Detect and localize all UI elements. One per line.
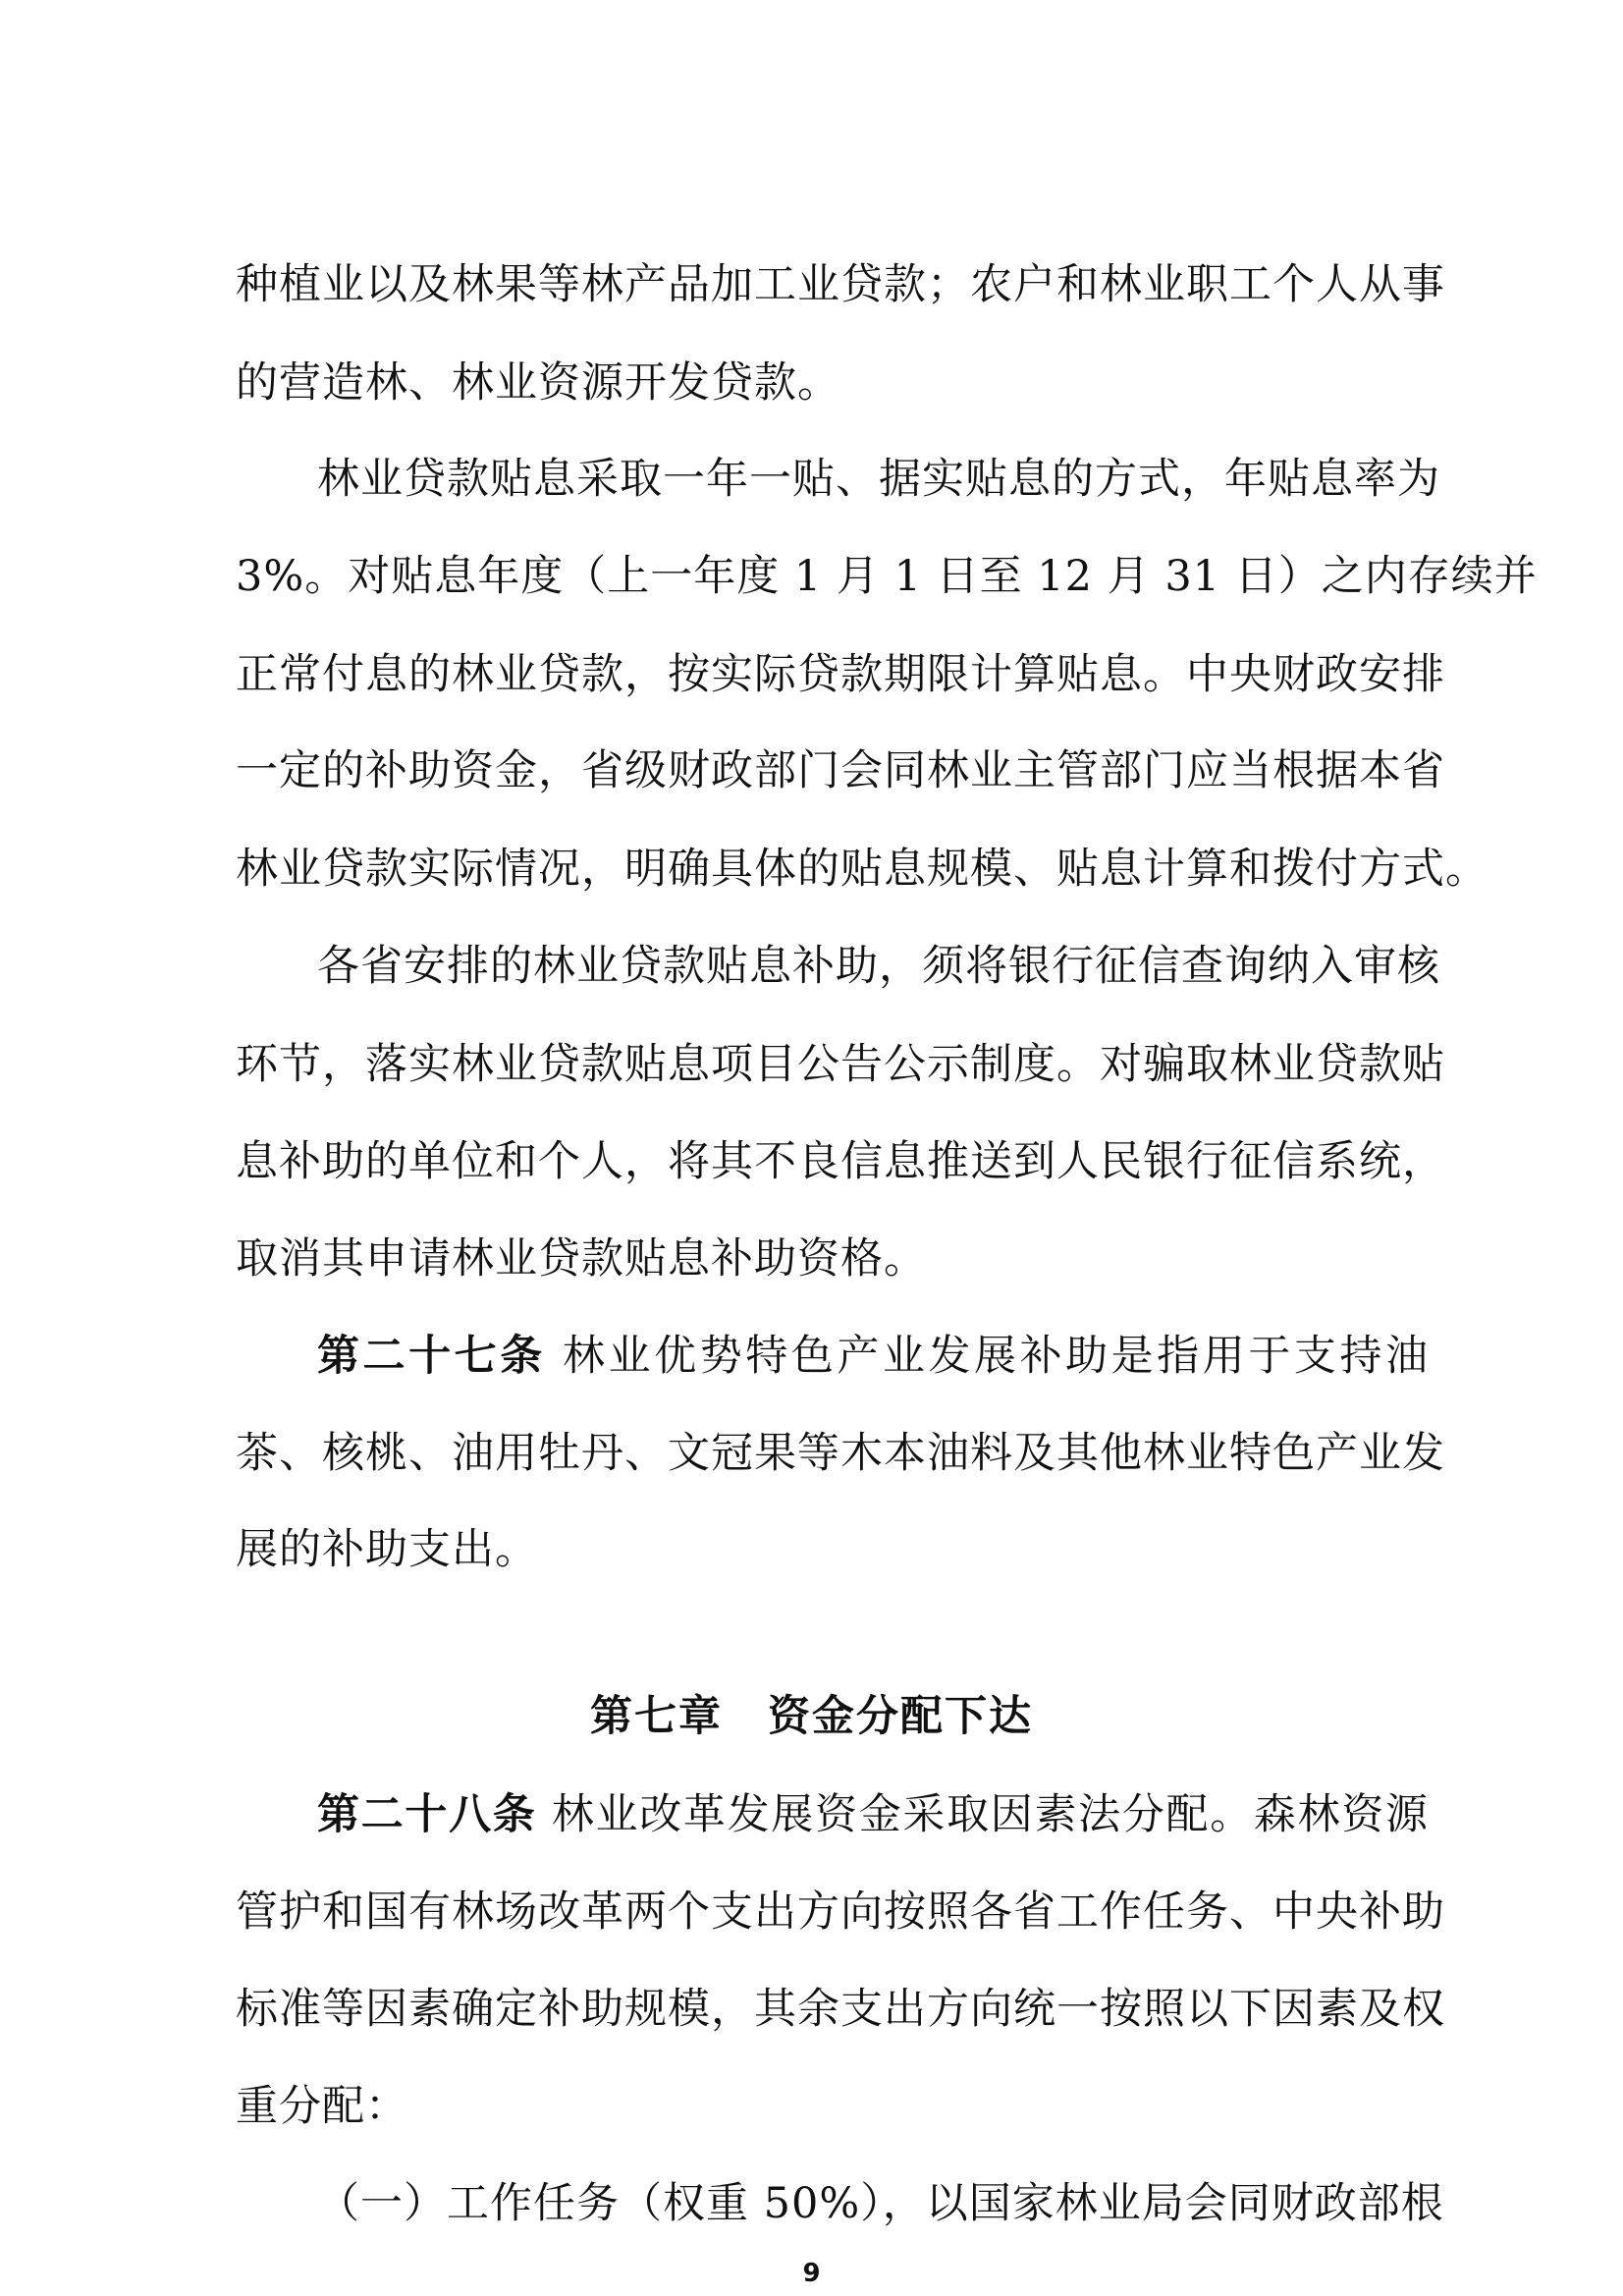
article-28-label: 第二十八条 bbox=[317, 1790, 537, 1839]
paragraph-1-line-2: 的营造林、林业资源开发贷款。 bbox=[236, 358, 840, 408]
paragraph-1-line-1: 种植业以及林果等林产品加工业贷款；农户和林业职工个人从事 bbox=[236, 260, 1445, 309]
chapter-number: 第七章 bbox=[590, 1692, 723, 1741]
article-28-line-1 bbox=[317, 1785, 1429, 1844]
chapter-title: 资金分配下达 bbox=[768, 1692, 1033, 1741]
paragraph-3-line-2: 环节，落实林业贷款贴息项目公告公示制度。对骗取林业贷款贴 bbox=[236, 1040, 1445, 1089]
paragraph-2-line-4: 一定的补助资金，省级财政部门会同林业主管部门应当根据本省 bbox=[236, 746, 1445, 795]
article-27-line-3: 展的补助支出。 bbox=[236, 1525, 538, 1574]
paragraph-3-line-4: 取消其申请林业贷款贴息补助资格。 bbox=[236, 1234, 927, 1284]
paragraph-2-line-2: 3%。对贴息年度（上一年度 1 月 1 日至 12 月 31 日）之内存续并 bbox=[236, 552, 1538, 601]
paragraph-3-line-3: 息补助的单位和个人，将其不良信息推送到人民银行征信系统， bbox=[236, 1137, 1445, 1186]
page-number: 9 bbox=[802, 2259, 821, 2288]
article-27-line-1 bbox=[317, 1327, 1429, 1386]
article-28-line-2: 管护和国有林场改革两个支出方向按照各省工作任务、中央补助 bbox=[236, 1887, 1445, 1937]
article-28-text-1: 林业改革发展资金采取因素法分配。森林资源 bbox=[551, 1790, 1430, 1839]
paragraph-2-line-5: 林业贷款实际情况，明确具体的贴息规模、贴息计算和拨付方式。 bbox=[236, 845, 1488, 894]
article-28-line-4: 重分配： bbox=[236, 2082, 408, 2131]
chapter-heading bbox=[0, 1687, 1623, 1746]
article-28-line-3: 标准等因素确定补助规模，其余支出方向统一按照以下因素及权 bbox=[236, 1985, 1445, 2034]
item-1-line-1: （一）工作任务（权重 50%），以国家林业局会同财政部根 bbox=[317, 2179, 1444, 2228]
paragraph-2-line-1: 林业贷款贴息采取一年一贴、据实贴息的方式，年贴息率为 bbox=[317, 455, 1440, 504]
article-27-label: 第二十七条 bbox=[317, 1332, 546, 1381]
article-27-text-1: 林业优势特色产业发展补助是指用于支持油 bbox=[563, 1332, 1430, 1381]
article-27-line-2: 茶、核桃、油用牡丹、文冠果等木本油料及其他林业特色产业发 bbox=[236, 1429, 1445, 1478]
paragraph-3-line-1: 各省安排的林业贷款贴息补助，须将银行征信查询纳入审核 bbox=[317, 942, 1440, 991]
paragraph-2-line-3: 正常付息的林业贷款，按实际贷款期限计算贴息。中央财政安排 bbox=[236, 650, 1445, 699]
